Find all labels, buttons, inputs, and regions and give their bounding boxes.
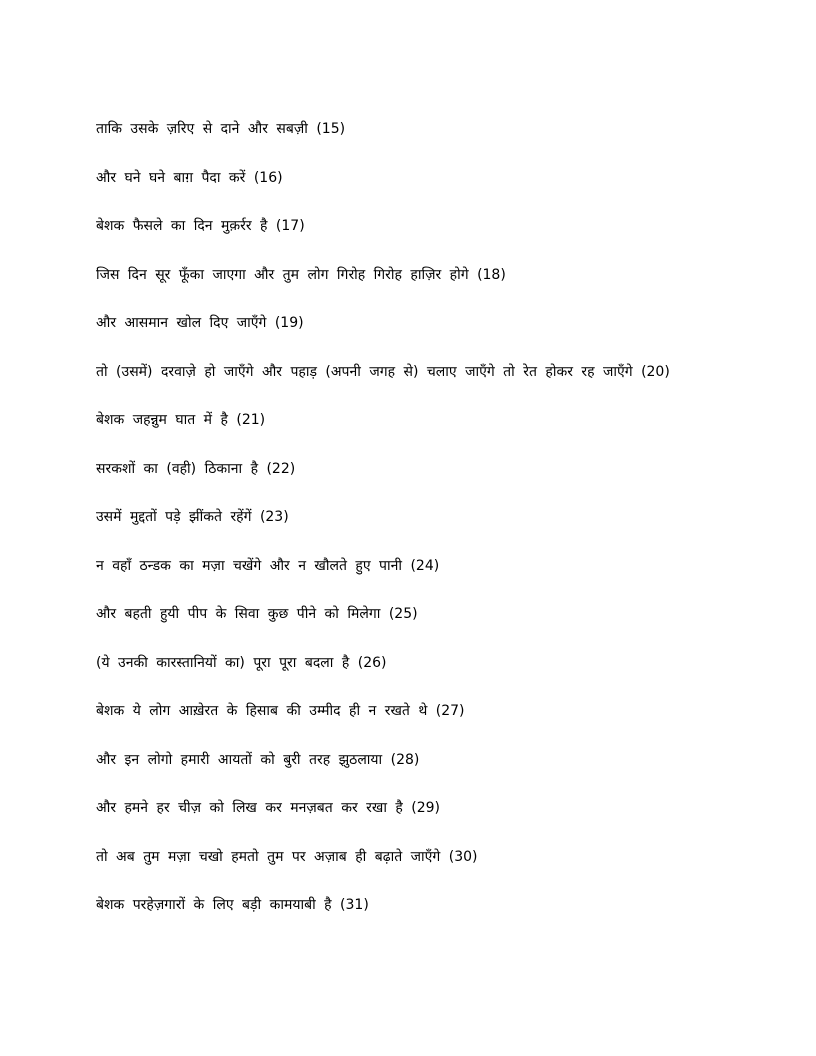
verse-19: और आसमान खोल दिए जाएँगे (19) [96,315,304,331]
verse-list [96,116,702,941]
verse-16: और घने घने बाग़ पैदा करें (16) [96,169,283,186]
verse-20: तो (उसमें) दरवाज़े हो जाएँगे और पहाड़ (अपनी जगह से) चलाए जाएँगे तो रेत होकर रह जाएँगे (20) [96,363,670,380]
verse-22: सरकशों का (वही) ठिकाना है (22) [96,460,296,477]
verse-15: ताकि उसके ज़रिए से दाने और सबज़ी (15) [96,121,346,137]
verse-28: और इन लोगो हमारी आयतों को बुरी तरह झुठलाया (28) [96,751,420,768]
verse-17: बेशक फैसले का दिन मुक़र्रर है (17) [96,218,305,234]
verse-18: जिस दिन सूर फूँका जाएगा और तुम लोग गिरोह गिरोह हाज़िर होगे (18) [96,266,506,283]
verse-21: बेशक जहन्नुम घात में है (21) [96,412,266,428]
verse-31: बेशक परहेज़गारों के लिए बड़ी कामयाबी है (31) [96,897,369,913]
verse-30: तो अब तुम मज़ा चखो हमतो तुम पर अज़ाब ही बढ़ाते जाएँगे (30) [96,848,478,865]
verse-27: बेशक ये लोग आख़ेरत के हिसाब की उम्मीद ही न रखते थे (27) [96,703,465,719]
verse-24: न वहाँ ठन्डक का मज़ा चखेंगे और न खौलते हुए पानी (24) [96,557,440,574]
verse-25: और बहती हुयी पीप के सिवा कुछ पीने को मिलेगा (25) [96,606,418,622]
verse-29: और हमने हर चीज़ को लिख कर मनज़बत कर रखा है (29) [96,800,441,816]
verse-23: उसमें मुद्दतों पड़े झींकते रहेंगें (23) [96,509,289,525]
verse-26: (ये उनकी कारस्तानियों का) पूरा पूरा बदला है (26) [96,654,387,671]
